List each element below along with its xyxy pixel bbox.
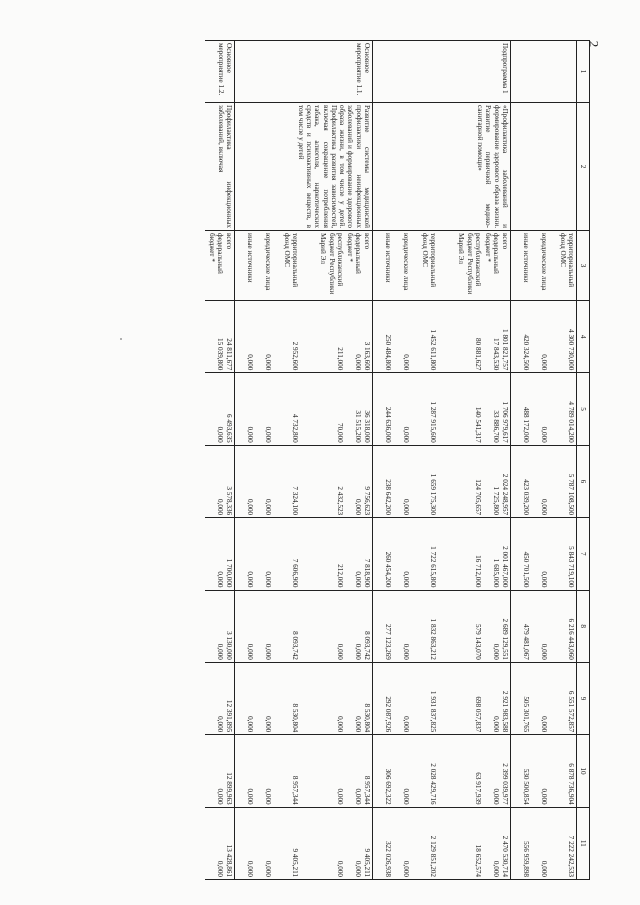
value-cell: 8 093,742 bbox=[363, 631, 371, 660]
value-column-6 bbox=[373, 445, 511, 517]
value-column-9 bbox=[235, 662, 373, 734]
column-header-9: 9 bbox=[577, 662, 590, 734]
row-description: Развитие системы медицинской профилактики неинфекционных заболеваний и формирование здорового образа жизни, в том числе у детей. Профилактика развития зависимостей, включая сокращение потребления табака, алкоголя, наркотических средств и психоактивных веществ, в том числе у детей bbox=[235, 103, 373, 231]
value-cell: 2 689 129,551 bbox=[501, 618, 509, 660]
value-column-5 bbox=[511, 373, 577, 445]
value-cell: 2 028 429,716 bbox=[429, 763, 437, 805]
value-cell: 7 818,900 bbox=[363, 558, 371, 588]
value-cell: 0,000 bbox=[246, 354, 254, 371]
value-cell: 24 811,677 bbox=[225, 338, 233, 371]
budget-table bbox=[205, 40, 590, 880]
value-cell: 6 551 572,857 bbox=[567, 690, 575, 733]
value-cell: 6 493,635 bbox=[225, 414, 233, 443]
value-cell: 0,000 bbox=[540, 426, 548, 443]
value-cell: 306 692,322 bbox=[384, 768, 392, 805]
value-cell: 4 789 014,200 bbox=[567, 401, 575, 443]
value-cell: 0,000 bbox=[540, 716, 548, 733]
value-cell: 0,000 bbox=[402, 788, 410, 805]
value-cell: 1 725,800 bbox=[492, 486, 500, 516]
funding-sources bbox=[373, 231, 511, 301]
value-cell: 124 705,657 bbox=[474, 479, 482, 516]
row-description: «Профилактика заболеваний и формирование здорового образа жизни. Развитие первичной медико-санитарной помощи» bbox=[373, 103, 511, 231]
value-column-5 bbox=[205, 373, 235, 445]
value-cell: 0,000 bbox=[492, 788, 500, 805]
funding-source-label: республиканский бюджет Республики Марий Эл bbox=[457, 233, 482, 295]
value-cell: 4 300 730,000 bbox=[567, 329, 575, 371]
value-cell: 8 530,804 bbox=[363, 703, 371, 733]
value-cell: 0,000 bbox=[492, 860, 500, 877]
column-header-8: 8 bbox=[577, 590, 590, 662]
funding-source-label: юридические лица bbox=[402, 233, 410, 291]
value-cell: 244 636,000 bbox=[384, 406, 392, 443]
row-description: Профилактика инфекционных заболеваний, включая bbox=[205, 103, 235, 231]
value-cell: 698 057,837 bbox=[474, 696, 482, 733]
row-program-label: Основное мероприятие 1.1. bbox=[235, 41, 373, 103]
table-row bbox=[373, 41, 511, 880]
value-cell: 579 143,070 bbox=[474, 623, 482, 660]
value-cell: 0,000 bbox=[216, 426, 224, 443]
value-cell: 0,000 bbox=[540, 354, 548, 371]
value-cell: 0,000 bbox=[402, 426, 410, 443]
value-column-11 bbox=[373, 807, 511, 879]
value-column-6 bbox=[205, 445, 235, 517]
value-cell: 0,000 bbox=[540, 498, 548, 516]
value-cell: 0,000 bbox=[216, 860, 224, 877]
budget-table-sheet bbox=[50, 40, 590, 880]
funding-source-label: всего bbox=[501, 233, 509, 250]
value-cell: 212,000 bbox=[336, 564, 344, 588]
value-cell: 2 001 467,000 bbox=[501, 546, 509, 588]
value-cell: 420 324,500 bbox=[522, 334, 530, 371]
value-cell: 1 706 979,617 bbox=[501, 401, 509, 443]
value-cell: 33 886,700 bbox=[492, 410, 500, 443]
funding-source-label: юридические лица bbox=[264, 233, 272, 291]
value-column-9 bbox=[205, 662, 235, 734]
value-cell: 18 652,574 bbox=[474, 844, 482, 877]
column-header-6: 6 bbox=[577, 445, 590, 517]
value-cell: 479 481,067 bbox=[522, 623, 530, 660]
value-cell: 0,000 bbox=[402, 860, 410, 877]
value-cell: 7 324,100 bbox=[291, 486, 299, 516]
funding-source-label: иные источники bbox=[246, 233, 254, 283]
value-cell: 5 787 108,500 bbox=[567, 473, 575, 516]
funding-source-label: иные источники bbox=[384, 233, 392, 283]
value-cell: 1 832 863,212 bbox=[429, 618, 437, 660]
funding-source-label: иные источники bbox=[522, 233, 530, 283]
value-column-8 bbox=[235, 590, 373, 662]
value-cell: 450 701,500 bbox=[522, 551, 530, 588]
table-row bbox=[235, 41, 373, 880]
value-cell: 2 921 983,588 bbox=[501, 690, 509, 733]
value-column-9 bbox=[373, 662, 511, 734]
value-cell: 2 024 248,957 bbox=[501, 473, 509, 516]
value-cell: 4 732,800 bbox=[291, 414, 299, 443]
value-column-11 bbox=[511, 807, 577, 879]
value-cell: 0,000 bbox=[492, 716, 500, 733]
table-body bbox=[205, 41, 577, 880]
value-cell: 211,000 bbox=[336, 347, 344, 371]
value-column-4 bbox=[205, 301, 235, 373]
value-cell: 0,000 bbox=[264, 643, 272, 660]
value-column-10 bbox=[235, 735, 373, 807]
value-cell: 0,000 bbox=[354, 860, 362, 877]
value-cell: 0,000 bbox=[246, 571, 254, 588]
value-column-8 bbox=[373, 590, 511, 662]
value-cell: 140 541,317 bbox=[474, 406, 482, 443]
value-cell: 277 123,269 bbox=[384, 623, 392, 660]
value-cell: 8 093,742 bbox=[291, 631, 299, 660]
value-column-5 bbox=[235, 373, 373, 445]
value-cell: 0,000 bbox=[216, 643, 224, 660]
column-header-7: 7 bbox=[577, 518, 590, 590]
value-cell: 0,000 bbox=[264, 860, 272, 877]
value-column-10 bbox=[205, 735, 235, 807]
value-cell: 0,000 bbox=[264, 716, 272, 733]
column-header-10: 10 bbox=[577, 735, 590, 807]
value-cell: 556 959,898 bbox=[522, 841, 530, 877]
value-cell: 3 130,000 bbox=[225, 631, 233, 660]
value-cell: 0,000 bbox=[354, 354, 362, 371]
value-column-4 bbox=[511, 301, 577, 373]
value-cell: 9 405,211 bbox=[291, 848, 299, 877]
value-cell: 0,000 bbox=[540, 571, 548, 588]
value-cell: 9 405,211 bbox=[363, 848, 371, 877]
column-header-4: 4 bbox=[577, 301, 590, 373]
value-column-9 bbox=[511, 662, 577, 734]
value-cell: 0,000 bbox=[336, 788, 344, 805]
value-cell: 530 500,854 bbox=[522, 768, 530, 805]
value-cell: 2 470 530,714 bbox=[501, 835, 509, 877]
value-cell: 0,000 bbox=[354, 788, 362, 805]
header-row bbox=[577, 41, 590, 880]
funding-sources bbox=[205, 231, 235, 301]
value-cell: 1 659 175,300 bbox=[429, 473, 437, 516]
value-cell: 0,000 bbox=[246, 426, 254, 443]
scan-speck bbox=[120, 338, 122, 340]
value-cell: 0,000 bbox=[216, 571, 224, 588]
funding-source-label: всего bbox=[363, 233, 371, 250]
value-cell: 0,000 bbox=[402, 643, 410, 660]
value-cell: 1 685,000 bbox=[492, 558, 500, 588]
funding-sources bbox=[235, 231, 373, 301]
value-column-6 bbox=[235, 445, 373, 517]
value-cell: 0,000 bbox=[264, 354, 272, 371]
value-cell: 0,000 bbox=[354, 498, 362, 516]
value-cell: 16 712,000 bbox=[474, 555, 482, 588]
value-cell: 1 452 611,800 bbox=[429, 329, 437, 371]
table-row bbox=[511, 41, 577, 880]
value-cell: 13 428,861 bbox=[225, 844, 233, 877]
value-cell: 2 129 851,202 bbox=[429, 835, 437, 877]
value-column-10 bbox=[373, 735, 511, 807]
value-cell: 488 172,000 bbox=[522, 406, 530, 443]
value-cell: 0,000 bbox=[264, 571, 272, 588]
row-description bbox=[511, 103, 577, 231]
value-cell: 1 722 615,800 bbox=[429, 546, 437, 588]
funding-source-label: республиканский бюджет Республики Марий Эл bbox=[319, 233, 344, 295]
value-cell: 12 391,895 bbox=[225, 699, 233, 733]
value-column-4 bbox=[235, 301, 373, 373]
value-column-4 bbox=[373, 301, 511, 373]
value-cell: 0,000 bbox=[492, 643, 500, 660]
value-cell: 2 432,523 bbox=[336, 486, 344, 516]
value-column-5 bbox=[373, 373, 511, 445]
value-cell: 15 039,800 bbox=[216, 338, 224, 371]
value-cell: 0,000 bbox=[216, 498, 224, 516]
value-cell: 0,000 bbox=[264, 426, 272, 443]
row-program-label: Основное мероприятие 1.2. bbox=[205, 41, 235, 103]
value-cell: 0,000 bbox=[264, 788, 272, 805]
value-column-8 bbox=[205, 590, 235, 662]
value-cell: 0,000 bbox=[246, 860, 254, 877]
value-cell: 0,000 bbox=[216, 788, 224, 805]
value-cell: 0,000 bbox=[216, 716, 224, 733]
value-column-7 bbox=[511, 518, 577, 590]
value-cell: 0,000 bbox=[540, 643, 548, 660]
value-cell: 0,000 bbox=[402, 354, 410, 371]
value-cell: 0,000 bbox=[336, 716, 344, 733]
value-cell: 0,000 bbox=[540, 788, 548, 805]
value-cell: 3 578,336 bbox=[225, 486, 233, 516]
value-cell: 0,000 bbox=[354, 716, 362, 733]
value-cell: 2 952,600 bbox=[291, 341, 299, 371]
column-header-3: 3 bbox=[577, 231, 590, 301]
funding-source-label: территориальный фонд ОМС bbox=[420, 233, 437, 288]
value-cell: 17 843,530 bbox=[492, 338, 500, 371]
value-cell: 2 399 039,977 bbox=[501, 763, 509, 805]
funding-source-label: федеральный бюджет * bbox=[207, 233, 224, 274]
value-cell: 3 163,600 bbox=[363, 341, 371, 371]
value-cell: 0,000 bbox=[246, 643, 254, 660]
value-column-11 bbox=[235, 807, 373, 879]
value-column-8 bbox=[511, 590, 577, 662]
value-cell: 9 756,623 bbox=[363, 486, 371, 516]
value-cell: 1 801 821,757 bbox=[501, 329, 509, 371]
value-cell: 6 216 443,060 bbox=[567, 618, 575, 660]
funding-source-label: территориальный фонд ОМС bbox=[558, 233, 575, 288]
value-cell: 0,000 bbox=[354, 571, 362, 588]
value-cell: 1 287 915,600 bbox=[429, 401, 437, 443]
value-cell: 0,000 bbox=[402, 716, 410, 733]
row-program-label bbox=[511, 41, 577, 103]
value-cell: 260 454,200 bbox=[384, 551, 392, 588]
value-cell: 0,000 bbox=[336, 860, 344, 877]
value-column-11 bbox=[205, 807, 235, 879]
value-cell: 0,000 bbox=[246, 788, 254, 805]
row-program-label: Подпрограмма 1 bbox=[373, 41, 511, 103]
value-column-10 bbox=[511, 735, 577, 807]
column-header-2: 2 bbox=[577, 103, 590, 231]
value-cell: 70,000 bbox=[336, 422, 344, 443]
column-header-11: 11 bbox=[577, 807, 590, 879]
value-cell: 8 957,344 bbox=[363, 775, 371, 805]
value-cell: 0,000 bbox=[264, 498, 272, 516]
value-column-7 bbox=[373, 518, 511, 590]
value-cell: 8 957,344 bbox=[291, 775, 299, 805]
value-cell: 505 301,765 bbox=[522, 696, 530, 733]
value-cell: 5 843 719,100 bbox=[567, 546, 575, 588]
value-cell: 250 484,800 bbox=[384, 334, 392, 371]
column-header-1: 1 bbox=[577, 41, 590, 103]
value-cell: 80 881,627 bbox=[474, 338, 482, 371]
funding-source-label: федеральный бюджет * bbox=[483, 233, 500, 274]
value-cell: 0,000 bbox=[540, 860, 548, 877]
value-cell: 238 642,200 bbox=[384, 479, 392, 516]
funding-source-label: всего bbox=[225, 233, 233, 250]
value-cell: 0,000 bbox=[246, 716, 254, 733]
value-cell: 63 917,939 bbox=[474, 772, 482, 805]
value-cell: 0,000 bbox=[402, 571, 410, 588]
funding-source-label: территориальный фонд ОМС bbox=[282, 233, 299, 288]
value-column-7 bbox=[205, 518, 235, 590]
table-row bbox=[205, 41, 235, 880]
value-cell: 0,000 bbox=[336, 643, 344, 660]
value-cell: 1 700,000 bbox=[225, 558, 233, 588]
column-header-5: 5 bbox=[577, 373, 590, 445]
value-cell: 292 087,926 bbox=[384, 696, 392, 733]
value-cell: 1 931 837,825 bbox=[429, 690, 437, 733]
value-cell: 0,000 bbox=[246, 498, 254, 516]
funding-source-label: федеральный бюджет * bbox=[345, 233, 362, 274]
page-number: 2 bbox=[585, 40, 601, 48]
value-column-7 bbox=[235, 518, 373, 590]
value-cell: 423 039,200 bbox=[522, 479, 530, 516]
value-cell: 36 318,000 bbox=[363, 410, 371, 443]
value-cell: 0,000 bbox=[354, 643, 362, 660]
value-cell: 0,000 bbox=[402, 498, 410, 516]
value-column-6 bbox=[511, 445, 577, 517]
value-cell: 31 515,200 bbox=[354, 410, 362, 443]
value-cell: 6 878 736,904 bbox=[567, 763, 575, 805]
value-cell: 7 606,900 bbox=[291, 558, 299, 588]
value-cell: 322 026,938 bbox=[384, 841, 392, 877]
value-cell: 8 530,804 bbox=[291, 703, 299, 733]
value-cell: 7 222 242,533 bbox=[567, 835, 575, 877]
funding-sources bbox=[511, 231, 577, 301]
funding-source-label: юридические лица bbox=[540, 233, 548, 291]
value-cell: 12 899,963 bbox=[225, 772, 233, 805]
